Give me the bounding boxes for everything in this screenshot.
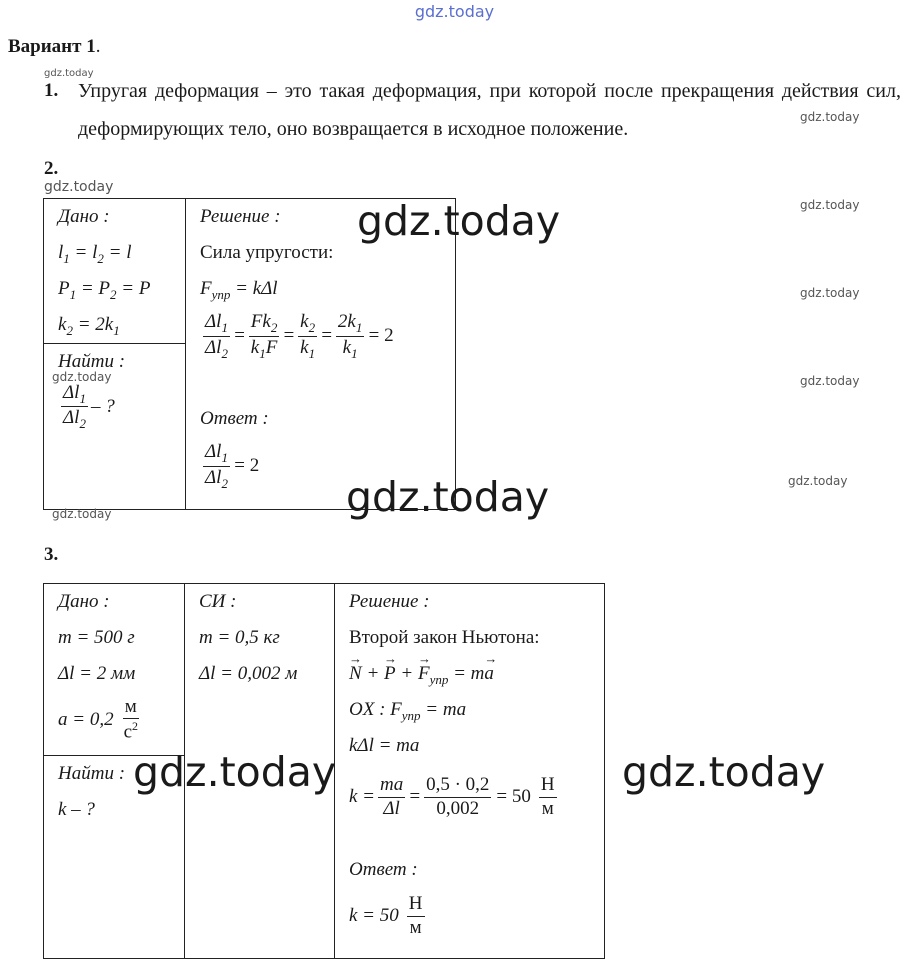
problem3-number: 3. [44, 544, 59, 565]
problem2-solution-cell: Решение : Сила упругости: $F_{упр} = k\Delta l$ $\frac{\Delta l_1}{\Delta l_2}$ = $\frac{Fk_2}{k_1F}$ = $\frac{k_2}{k_1}$ = $\frac{2k_1}{k_1}$ = 2 Ответ : $\frac{\Delta l_1}{\Delta l_2}$ = 2 [186, 199, 456, 510]
problem3-given-a: a = 0,2 $\frac{м}{с^2}$ [58, 695, 139, 743]
watermark-big: gdz.today [346, 473, 550, 521]
problem3-law: Второй закон Ньютона: [349, 627, 540, 648]
problem2-result: 2 [384, 325, 394, 346]
problem2-answer: $\frac{\Delta l_1}{\Delta l_2}$ = 2 [205, 441, 260, 491]
problem2-find-label: Найти [58, 351, 114, 372]
problem3-unit-m2: м [541, 797, 554, 819]
problem3-solution-cell: Решение : Второй закон Ньютона: → N + → P + → $F_{упр} = m\to a$ OX : $F_{упр}$ = ma kΔl = ma k = $\frac{ma}{\Delta l}$ = $\frac{0,5 \cdot 0,2}{0,002}$ = 50 $\frac{Н}{м}$ Ответ : k = 50 $\frac{Н}{м}$ [335, 584, 605, 959]
problem3-si-m: m = 0,5 кг [199, 627, 280, 648]
problem3-given-cell: Дано : m = 500 г Δl = 2 мм a = 0,2 $\frac{м}{с^2}$ [44, 584, 185, 756]
watermark-small: gdz.today [800, 198, 860, 212]
problem3-solution-label: Решение [349, 591, 419, 612]
problem2-solution-label: Решение [200, 206, 270, 227]
problem2-answer-value: 2 [249, 455, 260, 476]
problem3-calc-num: 0,5 · 0,2 [424, 774, 491, 798]
watermark-big: gdz.today [357, 197, 561, 245]
problem3-answer-unit-m: м [409, 916, 422, 938]
variant-title: Вариант 1 [8, 36, 96, 57]
problem2-given-p: $P_1 = P_2 = P$ [58, 278, 151, 302]
problem2-given-cell: Дано : $l_1 = l_2 = l$ $P_1 = P_2 = P$ $k_2 = 2k_1$ [44, 199, 186, 344]
problem3-find-cell: Найти : k – ? [44, 756, 185, 959]
watermark-small: gdz.today [788, 474, 848, 488]
watermark-small: gdz.today [800, 286, 860, 300]
problem2-number: 2. [44, 158, 59, 179]
problem3-unit-s: с [123, 721, 133, 743]
problem3-find-label: Найти [58, 763, 114, 784]
problem3-si-cell: СИ : m = 0,5 кг Δl = 0,002 м [185, 584, 335, 959]
problem3-given-label: Дано [58, 591, 99, 612]
problem3-given-dl: Δl = 2 мм [58, 663, 136, 684]
watermark-big: gdz.today [133, 748, 337, 796]
variant-title-dot: . [95, 36, 101, 57]
problem1-number: 1. [44, 80, 59, 101]
watermark-small: gdz.today [52, 507, 112, 521]
problem3-k-formula: k = $\frac{ma}{\Delta l}$ = $\frac{0,5 \cdot 0,2}{0,002}$ = 50 $\frac{Н}{м}$ [349, 773, 555, 819]
watermark-top: gdz.today [414, 2, 495, 21]
watermark-small: gdz.today [44, 68, 94, 79]
problem2-formula-ratio: $\frac{\Delta l_1}{\Delta l_2}$ = $\frac{Fk_2}{k_1F}$ = $\frac{k_2}{k_1}$ = $\frac{2k_1}{k_1}$ = 2 [205, 311, 394, 361]
problem2-solution-intro: Сила упругости: [200, 242, 334, 263]
watermark-small: gdz.today [44, 179, 114, 195]
problem3-ox-eq: OX : $F_{упр}$ = ma [349, 699, 467, 723]
problem3-answer-unit-n: Н [407, 893, 425, 917]
problem3-kdl-eq: kΔl = ma [349, 735, 420, 756]
problem3-calc-den: 0,002 [436, 797, 480, 819]
problem2-find-suffix: – ? [90, 395, 115, 417]
problem3-si-dl: Δl = 0,002 м [199, 663, 298, 684]
watermark-small: gdz.today [52, 370, 112, 384]
problem1-text: Упругая деформация – это такая деформация, при которой после прекращения действия сил, деформирующих тело, оно возвращается в исходное положение. [78, 80, 901, 140]
problem3-answer [349, 888, 604, 944]
problem3-unit-n: Н [539, 774, 557, 798]
problem2-given-l: $l_1 = l_2 = l$ [58, 242, 132, 266]
problem3-vector-eq: → N + → P + → $F_{упр} = m\to a$ [349, 656, 604, 692]
problem2-given-label: Дано [58, 206, 99, 227]
problem3-find-k: k – ? [58, 799, 95, 820]
problem2-formula-force: $F_{упр} = k\Delta l$ [200, 278, 278, 302]
problem3-result: = 50 [496, 786, 531, 807]
variant-heading [8, 36, 100, 58]
problem3-unit-m: м [123, 696, 139, 720]
problem2-given-k: $k_2 = 2k_1$ [58, 314, 120, 338]
problem3-given-m: m = 500 г [58, 627, 135, 648]
problem3-si-label: СИ [199, 591, 226, 612]
problem3-answer-value: k = 50 [349, 905, 399, 926]
problem2-find-ratio: $\frac{\Delta l_1}{\Delta l_2}$ – ? [63, 382, 115, 432]
watermark-big: gdz.today [622, 748, 826, 796]
problem3-answer-label: Ответ [349, 859, 407, 880]
watermark-small: gdz.today [800, 374, 860, 388]
problem2-find-cell: Найти : $\frac{\Delta l_1}{\Delta l_2}$ – ? [44, 344, 186, 510]
problem2-answer-label: Ответ [200, 408, 258, 429]
watermark-small: gdz.today [800, 110, 860, 124]
problem3-given-a-value: a = 0,2 [58, 709, 114, 730]
